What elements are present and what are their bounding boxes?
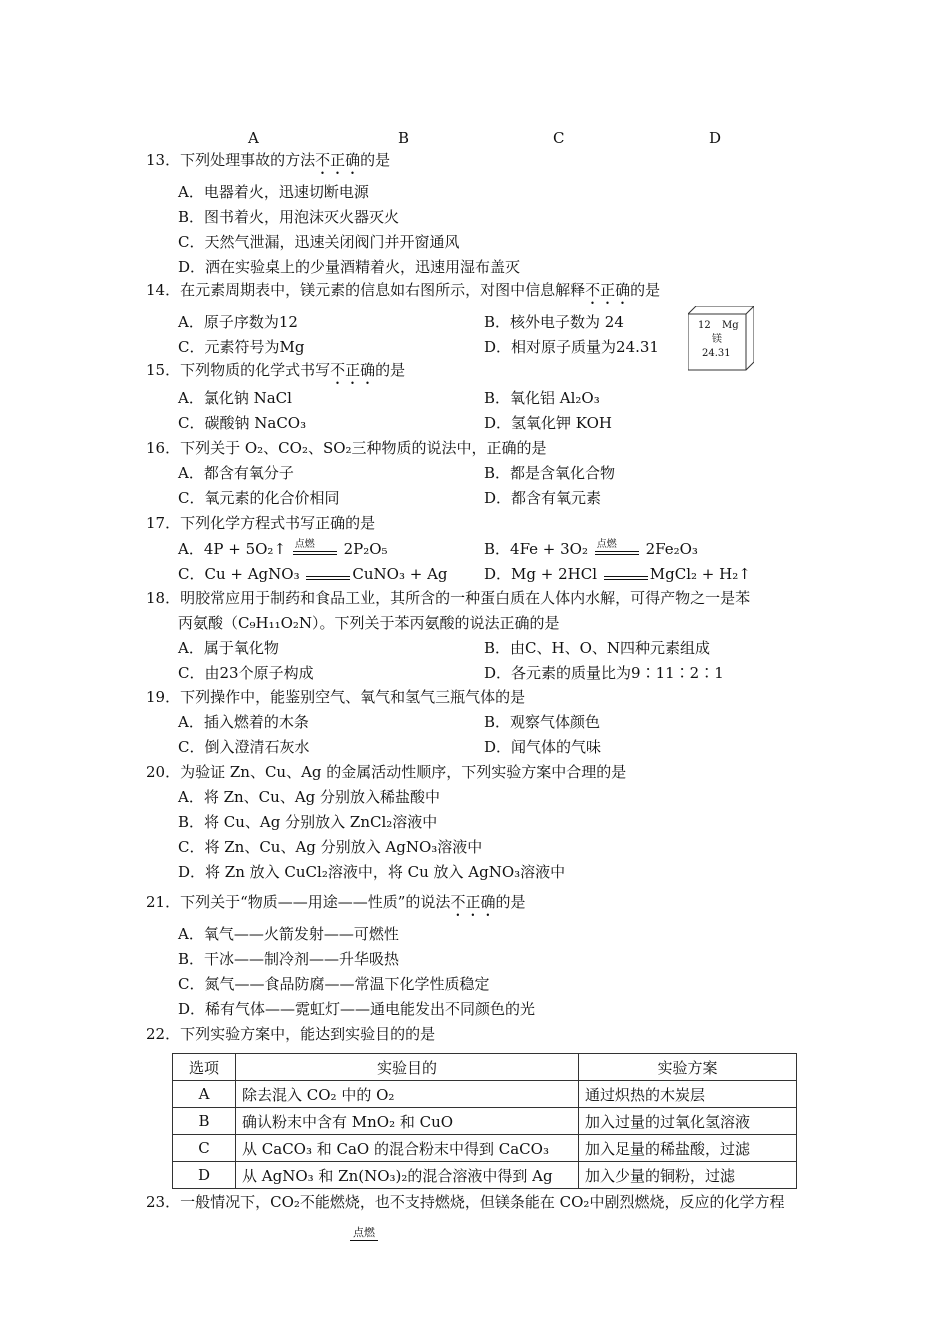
question-18-stem-continued: 丙氨酸（C₉H₁₁O₂N）。下列关于苯丙氨酸的说法正确的是	[178, 614, 560, 632]
option-16-a: A．都含有氧分子	[178, 464, 294, 482]
figure-label-d: D	[709, 129, 722, 147]
stem-text: 的是	[495, 893, 526, 911]
option-17-d	[484, 564, 751, 584]
option-label: C．	[178, 565, 205, 583]
emphasis-text: 不正确	[450, 893, 496, 911]
question-number: 22．	[146, 1025, 181, 1043]
stem-text: 明胶常应用于制药和食品工业，其所含的一种蛋白质在人体内水解，可得产物之一是苯	[180, 589, 751, 607]
stem-text: 的是	[360, 151, 391, 169]
equation-products: 2Fe₂O₃	[645, 540, 698, 558]
equation-products: MgCl₂ + H₂↑	[649, 565, 751, 583]
option-label: D．	[484, 565, 512, 583]
option-13-d: D．洒在实验桌上的少量酒精着火，迅速用湿布盖灭	[178, 258, 521, 276]
question-number: 19．	[146, 688, 181, 706]
option-14-a: A．原子序数为12	[178, 313, 298, 331]
table-cell: 除去混入 CO₂ 中的 O₂	[236, 1081, 579, 1108]
table-row	[173, 1135, 797, 1162]
stem-text: 下列实验方案中，能达到实验目的的是	[180, 1025, 436, 1043]
question-19-stem	[146, 687, 525, 707]
emphasis-text: 不正确	[315, 151, 361, 169]
option-17-b	[484, 539, 698, 559]
question-18-stem	[146, 588, 750, 608]
stem-text: 下列物质的化学式书写	[180, 361, 331, 379]
question-21-stem	[146, 892, 525, 920]
table-row	[173, 1108, 797, 1135]
element-mass: 24.31	[702, 348, 731, 359]
option-15-a: A．氯化钠 NaCl	[178, 389, 292, 407]
table-cell: 加入少量的铜粉，过滤	[579, 1162, 797, 1189]
equation-reactants: Cu + AgNO₃	[204, 565, 300, 583]
option-19-b: B．观察气体颜色	[484, 713, 601, 731]
option-20-d: D．将 Zn 放入 CuCl₂溶液中，将 Cu 放入 AgNO₃溶液中	[178, 863, 566, 881]
experiment-table	[172, 1053, 797, 1189]
table-cell: A	[173, 1081, 236, 1108]
reaction-condition: 点燃	[596, 539, 617, 550]
question-number: 20．	[146, 763, 181, 781]
equals-mark	[604, 568, 648, 582]
table-cell: 加入足量的稀盐酸，过滤	[579, 1135, 797, 1162]
equation-reactants: 4P + 5O₂↑	[203, 540, 287, 558]
table-cell: 确认粉末中含有 MnO₂ 和 CuO	[236, 1108, 579, 1135]
equation-products: 2P₂O₅	[343, 540, 388, 558]
question-20-stem	[146, 762, 626, 782]
equation-reactants: 4Fe + 3O₂	[510, 540, 588, 558]
option-21-a: A．氧气——火箭发射——可燃性	[178, 925, 399, 943]
question-number: 21．	[146, 893, 181, 911]
option-21-d: D．稀有气体——霓虹灯——通电能发出不同颜色的光	[178, 1000, 536, 1018]
reaction-condition-mark	[293, 539, 337, 557]
option-21-c: C．氮气——食品防腐——常温下化学性质稳定	[178, 975, 490, 993]
question-number: 18．	[146, 589, 181, 607]
stem-text: 的是	[375, 361, 406, 379]
stem-text: 下列关于“物质——用途——性质”的说法	[180, 893, 451, 911]
question-number: 15．	[146, 361, 181, 379]
option-21-b: B．干冰——制冷剂——升华吸热	[178, 950, 400, 968]
option-18-d: D．各元素的质量比为9∶11∶2∶1	[484, 664, 724, 682]
option-18-c: C．由23个原子构成	[178, 664, 314, 682]
option-label: B．	[484, 540, 511, 558]
table-cell: D	[173, 1162, 236, 1189]
table-header: 实验目的	[236, 1054, 579, 1081]
stem-text: 一般情况下，CO₂不能燃烧，也不支持燃烧，但镁条能在 CO₂中剧烈燃烧，反应的化学方程	[180, 1193, 785, 1211]
reaction-condition: 点燃	[294, 539, 315, 550]
option-16-d: D．都含有氧元素	[484, 489, 602, 507]
table-header-row	[173, 1054, 797, 1081]
stem-text: 下列处理事故的方法	[180, 151, 316, 169]
table-row	[173, 1081, 797, 1108]
option-15-b: B．氧化铝 Al₂O₃	[484, 389, 600, 407]
equation-reactants: Mg + 2HCl	[511, 565, 597, 583]
figure-label-c: C	[553, 129, 565, 147]
table-header: 实验方案	[579, 1054, 797, 1081]
option-15-d: D．氢氧化钾 KOH	[484, 414, 612, 432]
table-header: 选项	[173, 1054, 236, 1081]
equals-mark	[306, 568, 350, 582]
table-cell: 从 CaCO₃ 和 CaO 的混合粉末中得到 CaCO₃	[236, 1135, 579, 1162]
reaction-condition-mark	[595, 539, 639, 557]
table-cell: 加入过量的过氧化氢溶液	[579, 1108, 797, 1135]
option-14-d: D．相对原子质量为24.31	[484, 338, 659, 356]
option-19-a: A．插入燃着的木条	[178, 713, 309, 731]
emphasis-text: 不正确	[585, 281, 631, 299]
question-15-stem	[146, 360, 405, 388]
magnesium-element-cell	[688, 306, 746, 364]
stem-text: 为验证 Zn、Cu、Ag 的金属活动性顺序，下列实验方案中合理的是	[180, 763, 627, 781]
figure-label-a: A	[248, 129, 259, 147]
element-number: 12	[698, 320, 711, 331]
question-number: 23．	[146, 1193, 181, 1211]
option-20-c: C．将 Zn、Cu、Ag 分别放入 AgNO₃溶液中	[178, 838, 483, 856]
equation-products: CuNO₃ + Ag	[352, 565, 448, 583]
table-row	[173, 1162, 797, 1189]
stem-text: 下列关于 O₂、CO₂、SO₂三种物质的说法中，正确的是	[180, 439, 547, 457]
question-23-stem	[146, 1192, 784, 1212]
table-cell: B	[173, 1108, 236, 1135]
option-19-d: D．闻气体的气味	[484, 738, 602, 756]
option-18-a: A．属于氧化物	[178, 639, 279, 657]
option-13-b: B．图书着火，用泡沫灭火器灭火	[178, 208, 400, 226]
option-16-c: C．氧元素的化合价相同	[178, 489, 340, 507]
question-16-stem	[146, 438, 547, 458]
question-number: 14．	[146, 281, 181, 299]
question-14-stem	[146, 280, 660, 308]
question-number: 17．	[146, 514, 181, 532]
option-15-c: C．碳酸钠 NaCO₃	[178, 414, 307, 432]
element-symbol: Mg	[722, 320, 739, 331]
question-17-stem	[146, 513, 375, 533]
question-number: 13．	[146, 151, 181, 169]
figure-label-b: B	[398, 129, 410, 147]
table-cell: 通过炽热的木炭层	[579, 1081, 797, 1108]
option-14-c: C．元素符号为Mg	[178, 338, 305, 356]
option-18-b: B．由C、H、O、N四种元素组成	[484, 639, 711, 657]
option-label: A．	[178, 540, 204, 558]
option-17-a	[178, 539, 388, 559]
option-13-a: A．电器着火，迅速切断电源	[178, 183, 369, 201]
stem-text: 在元素周期表中，镁元素的信息如右图所示，对图中信息解释	[180, 281, 586, 299]
bottom-reaction-condition: 点燃	[350, 1226, 378, 1241]
option-20-b: B．将 Cu、Ag 分别放入 ZnCl₂溶液中	[178, 813, 438, 831]
option-20-a: A．将 Zn、Cu、Ag 分别放入稀盐酸中	[178, 788, 441, 806]
option-14-b: B．核外电子数为 24	[484, 313, 624, 331]
option-19-c: C．倒入澄清石灰水	[178, 738, 310, 756]
option-17-c	[178, 564, 448, 584]
element-name: 镁	[712, 334, 722, 345]
table-cell: C	[173, 1135, 236, 1162]
option-16-b: B．都是含氧化合物	[484, 464, 616, 482]
stem-text: 的是	[630, 281, 661, 299]
question-22-stem	[146, 1024, 435, 1044]
emphasis-text: 不正确	[330, 361, 376, 379]
table-cell: 从 AgNO₃ 和 Zn(NO₃)₂的混合溶液中得到 Ag	[236, 1162, 579, 1189]
stem-text: 下列化学方程式书写正确的是	[180, 514, 376, 532]
stem-text: 下列操作中，能鉴别空气、氧气和氢气三瓶气体的是	[180, 688, 526, 706]
option-13-c: C．天然气泄漏，迅速关闭阀门并开窗通风	[178, 233, 460, 251]
question-number: 16．	[146, 439, 181, 457]
question-13-stem	[146, 150, 390, 178]
